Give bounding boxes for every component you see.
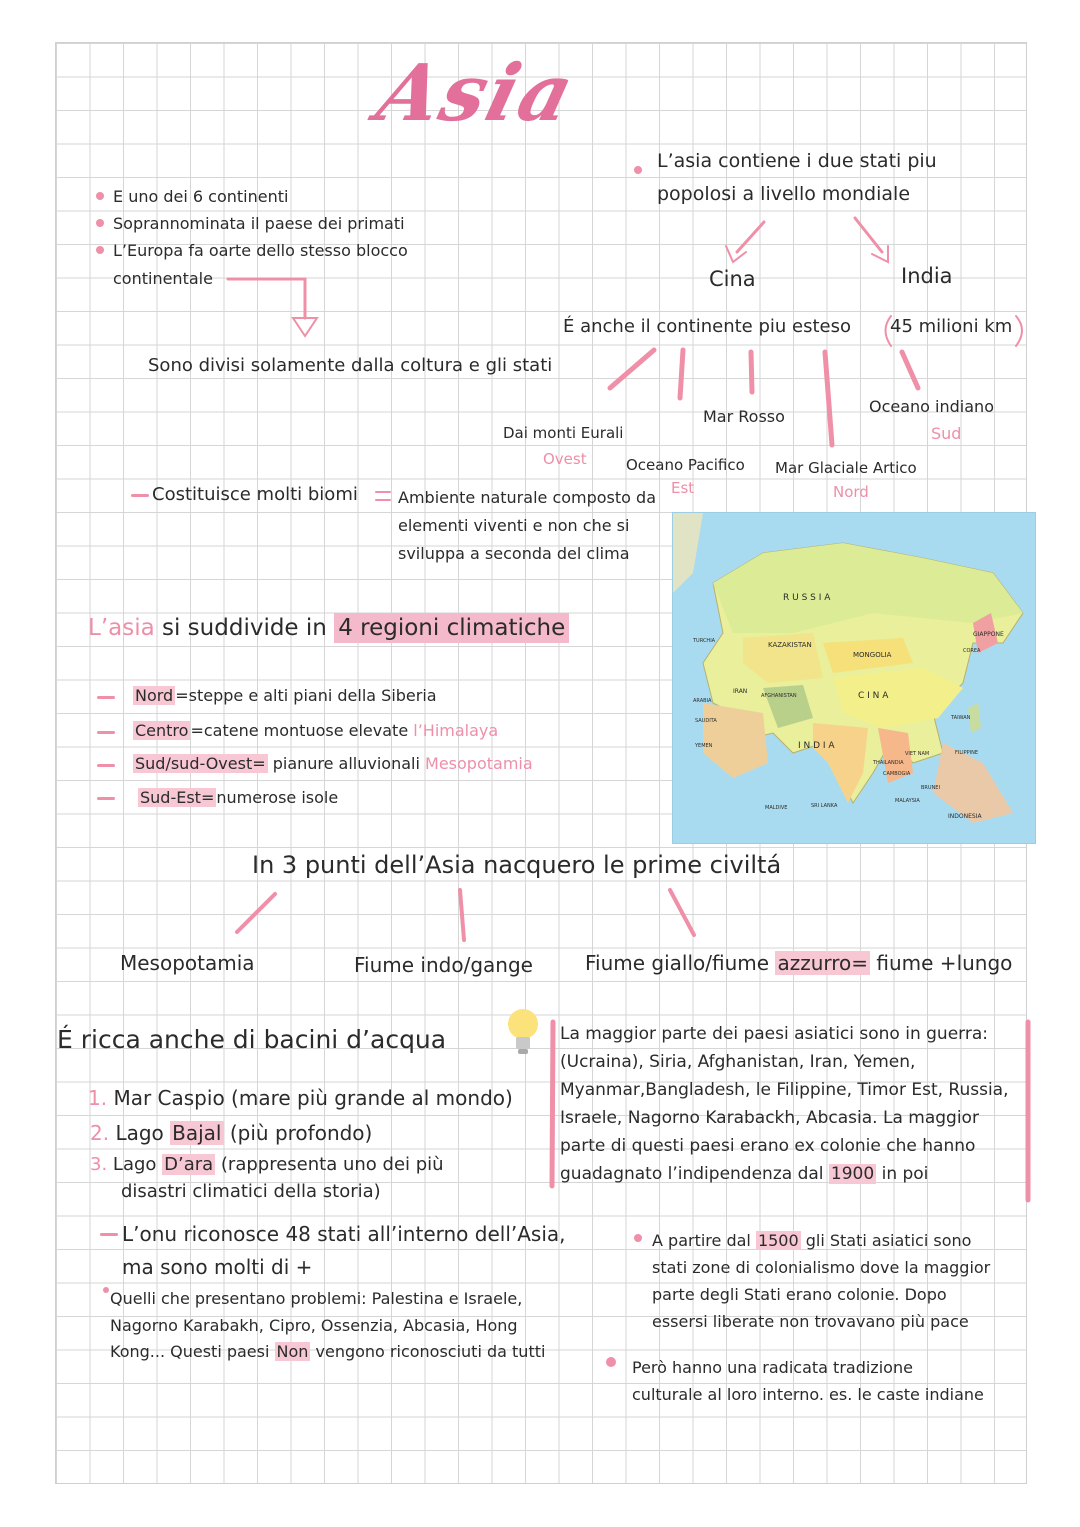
map-label-yemen: YEMEN: [695, 743, 713, 749]
civ-giallo: [585, 951, 1012, 976]
bullet: [96, 219, 104, 227]
water-highlight: D’ara: [164, 1154, 214, 1175]
map-label-filippine: FILIPPINE: [955, 750, 979, 756]
bullet: [634, 1234, 642, 1242]
dash: [131, 494, 149, 497]
dash: [97, 731, 115, 734]
civ-giallo-highlight: azzurro=: [777, 951, 869, 975]
extended-text: É anche il continente piu esteso: [563, 316, 852, 337]
list-number: 3.: [90, 1154, 108, 1175]
border-artico: Mar Glaciale Artico: [775, 459, 917, 477]
dash: [97, 797, 115, 800]
regions-heading: [88, 614, 569, 643]
map-label-kazakistan: KAZAKISTAN: [768, 641, 812, 649]
map-label-mongolia: MONGOLIA: [853, 651, 892, 659]
civ-giallo-text: Fiume giallo/fiume: [585, 951, 770, 975]
colonial-text: A partire dal: [652, 1231, 756, 1250]
border-eurali: Dai monti Eurali: [503, 424, 624, 442]
regions-pre: L’asia: [88, 615, 155, 641]
colonial-line-2: stati zone di colonialismo dove la maggior: [652, 1258, 991, 1277]
biomes-definition: Ambiente naturale composto da elementi viventi e non che si sviluppa a seconda del clima: [398, 488, 656, 563]
list-number: 2.: [90, 1121, 110, 1145]
map-label-giappone: GIAPPONE: [973, 631, 1004, 638]
water-item-2: [90, 1121, 372, 1146]
civ-giallo-tail: fiume +lungo: [870, 951, 1013, 975]
region-item-sud-est: [138, 788, 338, 808]
bullet: [96, 246, 104, 254]
water-text: (più profondo): [223, 1121, 373, 1145]
map-label-maldive: MALDIVE: [765, 805, 788, 811]
map-label-sri-lanka: SRI LANKA: [811, 803, 838, 809]
civ-mesopotamia: Mesopotamia: [120, 951, 255, 975]
cina-label: Cina: [709, 267, 756, 291]
intro-line-3: L’Europa fa oarte dello stesso blocco: [113, 241, 408, 260]
region-text: pianure alluvionali: [267, 754, 420, 773]
onu-problems-3: [110, 1342, 545, 1362]
map-label-indonesia: INDONESIA: [948, 813, 982, 820]
water-text: Mar Caspio (mare più grande al mondo): [113, 1086, 513, 1110]
regions-highlight: 4 regioni climatiche: [334, 613, 569, 643]
map-label-cambogia: CAMBOGIA: [883, 771, 911, 777]
war-text: guadagnato l’indipendenza dal: [560, 1164, 829, 1184]
map-label-iran: IRAN: [733, 688, 748, 695]
regions-mid: si suddivide in: [162, 615, 327, 641]
intro-line-1: E uno dei 6 continenti: [113, 187, 289, 206]
border-indiano: Oceano indiano: [869, 397, 994, 416]
india-label: India: [901, 264, 953, 288]
civilizations-heading: In 3 punti dell’Asia nacquero le prime civiltá: [252, 851, 782, 879]
map-label-russia: R U S S I A: [783, 593, 831, 603]
war-highlight: 1900: [830, 1164, 875, 1184]
region-note: l’Himalaya: [413, 721, 499, 740]
colonial-line-3: parte degli Stati erano colonie. Dopo: [652, 1285, 947, 1304]
region-key: Centro: [135, 721, 189, 740]
war-line-4: Israele, Nagorno Karabackh, Abcasia. La maggior: [560, 1108, 979, 1128]
bullet: [103, 1287, 109, 1293]
map-label-arabia: ARABIA: [693, 698, 712, 704]
colonial-text: gli Stati asiatici sono: [800, 1231, 972, 1250]
onu-problems-1: Quelli che presentano problemi: Palestina e Israele,: [110, 1289, 523, 1308]
region-text: =steppe e alti piani della Siberia: [175, 686, 437, 705]
war-line-1: La maggior parte dei paesi asiatici sono in guerra:: [560, 1024, 988, 1044]
war-line-5: parte di questi paesi erano ex colonie che hanno: [560, 1136, 976, 1156]
onu-line-2: ma sono molti di +: [122, 1255, 313, 1279]
map-label-corea: COREA: [963, 648, 981, 654]
water-text: (rappresenta uno dei più: [215, 1154, 444, 1175]
region-key: Sud/sud-Ovest=: [135, 754, 266, 773]
tradition-line-2: culturale al loro interno. es. le caste indiane: [632, 1385, 984, 1404]
region-item-centro: [133, 721, 498, 741]
region-text: numerose isole: [216, 788, 339, 807]
populous-line-2: popolosi a livello mondiale: [657, 183, 911, 205]
onu-text: Kong... Questi paesi: [110, 1342, 275, 1361]
region-key: Nord: [135, 686, 174, 705]
border-ovest: Ovest: [543, 450, 587, 468]
bullet: [634, 166, 642, 174]
asia-map: [672, 512, 1036, 844]
region-key: Sud-Est=: [140, 788, 215, 807]
water-heading: É ricca anche di bacini d’acqua: [57, 1025, 447, 1054]
map-label-vietnam: VIET NAM: [905, 751, 930, 757]
civ-indo: Fiume indo/gange: [354, 953, 533, 977]
water-item-1: [88, 1086, 513, 1111]
border-pacifico: Oceano Pacifico: [626, 456, 745, 474]
onu-problems-2: Nagorno Karabakh, Cipro, Ossenzia, Abcasia, Hong: [110, 1316, 518, 1335]
water-item-3: [90, 1154, 444, 1177]
border-est: Est: [671, 479, 695, 497]
border-rosso: Mar Rosso: [703, 407, 785, 426]
intro-line-4: continentale: [113, 269, 213, 288]
page-title: Asia: [368, 48, 584, 139]
lightbulb-icon: [506, 1007, 540, 1059]
map-label-turchia: TURCHIA: [693, 638, 716, 644]
onu-line-1: L’onu riconosce 48 stati all’interno dell’Asia,: [122, 1222, 566, 1246]
onu-text: vengono riconosciuti da tutti: [310, 1342, 546, 1361]
war-line-6: [560, 1164, 928, 1185]
bullet: [606, 1357, 616, 1367]
border-nord: Nord: [833, 483, 869, 501]
map-label-afghanistan: AFGHANISTAN: [761, 693, 797, 699]
intro-line-2: Soprannominata il paese dei primati: [113, 214, 405, 233]
dash: [100, 1233, 118, 1236]
asia-map-shapes: [673, 513, 1035, 843]
region-text: =catene montuose elevate: [190, 721, 409, 740]
onu-highlight: Non: [276, 1342, 309, 1361]
region-item-sud: [133, 754, 533, 774]
map-label-saudita: SAUDITA: [695, 718, 717, 724]
war-text: in poi: [876, 1164, 929, 1184]
populous-line-1: L’asia contiene i due stati piu: [657, 150, 937, 172]
dash: [97, 696, 115, 699]
map-label-brunei: BRUNEI: [921, 785, 940, 791]
bullet: [96, 192, 104, 200]
border-sud: Sud: [931, 424, 962, 443]
colonial-line-1: [652, 1231, 971, 1251]
map-label-thailandia: THAILANDIA: [873, 760, 904, 766]
war-line-3: Myanmar,Bangladesh, le Filippine, Timor Est, Russia,: [560, 1080, 1009, 1100]
map-label-malaysia: MALAYSIA: [895, 798, 920, 804]
water-text: Lago: [112, 1154, 163, 1175]
colonial-highlight: 1500: [757, 1231, 799, 1250]
war-line-2: (Ucraina), Siria, Afghanistan, Iran, Yemen,: [560, 1052, 916, 1072]
water-item-3-cont: disastri climatici della storia): [121, 1181, 381, 1202]
divided-note: Sono divisi solamente dalla coltura e gli stati: [148, 355, 553, 376]
region-item-nord: [133, 686, 437, 706]
map-label-cina: C I N A: [858, 691, 889, 701]
tradition-line-1: Però hanno una radicata tradizione: [632, 1358, 913, 1377]
map-label-india: I N D I A: [798, 741, 835, 751]
water-highlight: Bajal: [172, 1121, 222, 1145]
dash: [97, 764, 115, 767]
list-number: 1.: [88, 1086, 108, 1110]
map-label-taiwan: TAIWAN: [951, 715, 971, 721]
biomes-label: Costituisce molti biomi: [152, 484, 358, 505]
colonial-line-4: essersi liberate non trovavano più pace: [652, 1312, 969, 1331]
water-text: Lago: [115, 1121, 171, 1145]
extended-value: 45 milioni km: [890, 316, 1013, 337]
region-note: Mesopotamia: [425, 754, 533, 773]
